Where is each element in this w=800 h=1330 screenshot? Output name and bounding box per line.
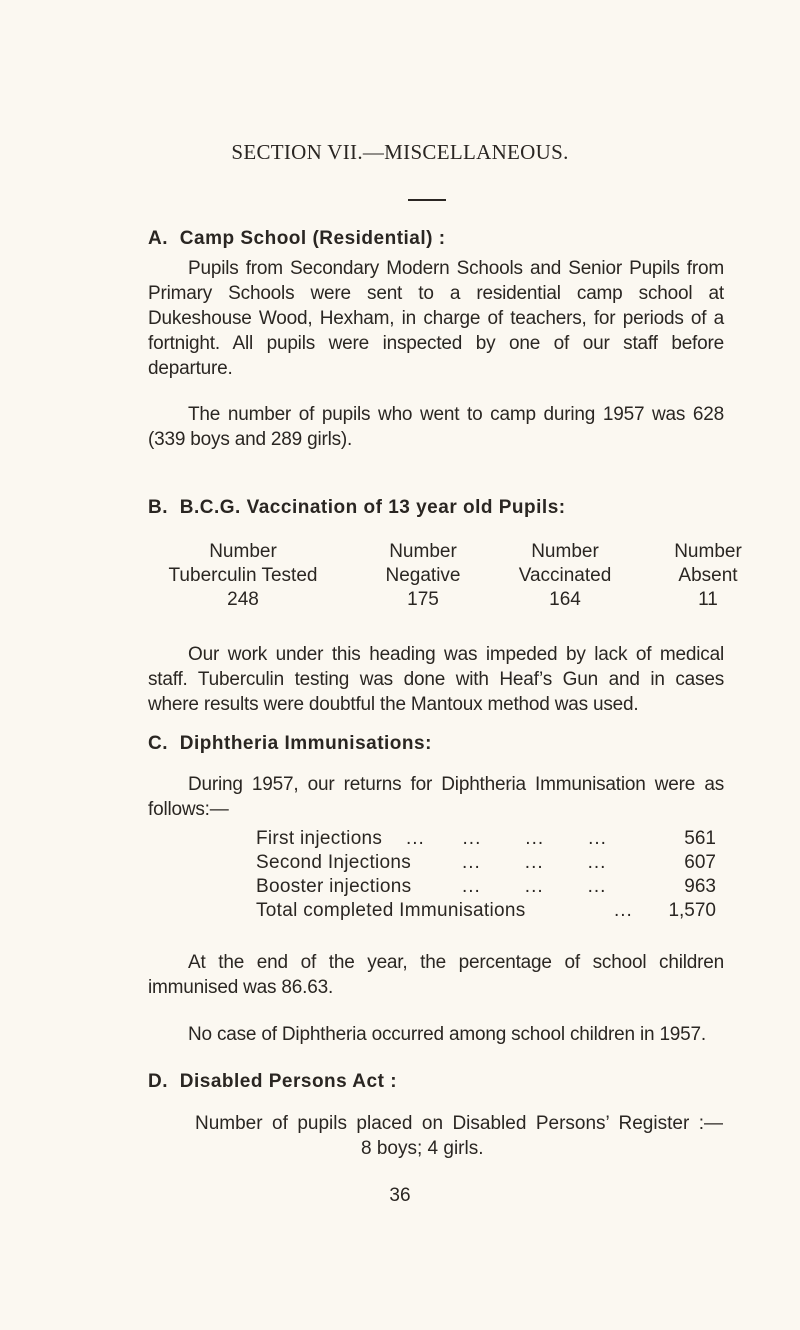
bcg-header-line1: Number xyxy=(209,541,277,562)
section-b-heading xyxy=(148,497,566,519)
section-d-heading xyxy=(148,1071,397,1093)
section-title: SECTION VII.—MISCELLANEOUS. xyxy=(231,140,569,164)
row-value: 607 xyxy=(684,852,716,873)
bcg-column-tuberculin-tested xyxy=(148,540,338,612)
no-case-paragraph: No case of Diphtheria occurred among school children in 1957. xyxy=(188,1024,706,1045)
percentage-paragraph: At the end of the year, the percentage of school children immunised was 86.63. xyxy=(148,952,724,998)
diphtheria-list xyxy=(256,827,716,923)
row-label: Total completed Immunisations xyxy=(256,900,526,921)
section-a-title: Camp School (Residential) : xyxy=(179,228,446,249)
diphtheria-row-first xyxy=(256,827,716,851)
diphtheria-row-second xyxy=(256,851,716,875)
camp-count-paragraph: The number of pupils who went to camp during 1957 was 628 (339 boys and 289 girls). xyxy=(148,404,724,450)
section-c-letter: C. xyxy=(148,733,168,754)
diphtheria-row-booster xyxy=(256,875,716,899)
title-divider xyxy=(408,199,446,201)
row-label: First injections xyxy=(256,828,383,849)
section-c-heading xyxy=(148,733,432,755)
bcg-header-line1: Number xyxy=(389,541,457,562)
camp-school-paragraph: Pupils from Secondary Modern Schools and Senior Pupils from Primary Schools were sent to a residential camp school at Dukeshouse Wood, Hexham, in charge of teachers, for periods of a fortnight. All pupils were inspected by one of our staff before departure. xyxy=(148,258,724,379)
bcg-value: 175 xyxy=(407,589,439,610)
section-d-letter: D. xyxy=(148,1071,168,1092)
section-a-heading xyxy=(148,228,446,250)
register-line: Number of pupils placed on Disabled Persons’ Register :— xyxy=(195,1113,723,1134)
row-value: 561 xyxy=(684,828,716,849)
bcg-header-line2: Tuberculin Tested xyxy=(168,565,318,586)
leader-dots: ... ... ... ... xyxy=(406,828,607,849)
row-value: 1,570 xyxy=(668,900,716,921)
bcg-header-line1: Number xyxy=(674,541,742,562)
section-d-title: Disabled Persons Act : xyxy=(179,1071,398,1092)
bcg-header-line2: Absent xyxy=(678,565,738,586)
bcg-paragraph: Our work under this heading was impeded by lack of medical staff. Tuberculin testing was done with Heaf’s Gun and in cases where results were doubtful the Mantoux method was used. xyxy=(148,644,724,715)
leader-dots: ... ... ... xyxy=(462,852,607,873)
page-number: 36 xyxy=(389,1185,411,1206)
row-label: Booster injections xyxy=(256,876,412,897)
bcg-value: 164 xyxy=(549,589,581,610)
diphtheria-row-total xyxy=(256,899,716,923)
section-b-letter: B. xyxy=(148,497,168,518)
bcg-value: 11 xyxy=(698,589,718,610)
section-b-title: B.C.G. Vaccination of 13 year old Pupils: xyxy=(179,497,566,518)
bcg-column-vaccinated xyxy=(500,540,630,612)
bcg-column-absent xyxy=(658,540,758,612)
section-c-title: Diphtheria Immunisations: xyxy=(179,733,432,754)
register-values: 8 boys; 4 girls. xyxy=(361,1138,484,1159)
bcg-value: 248 xyxy=(227,589,259,610)
bcg-header-line2: Vaccinated xyxy=(518,565,612,586)
leader-dots: ... xyxy=(614,900,633,921)
section-a-letter: A. xyxy=(148,228,168,249)
diphtheria-intro: During 1957, our returns for Diphtheria Immunisation were as follows:— xyxy=(148,774,724,820)
row-label: Second Injections xyxy=(256,852,412,873)
row-value: 963 xyxy=(684,876,716,897)
leader-dots: ... ... ... xyxy=(462,876,607,897)
bcg-header-line1: Number xyxy=(531,541,599,562)
bcg-column-negative xyxy=(363,540,483,612)
bcg-header-line2: Negative xyxy=(385,565,461,586)
